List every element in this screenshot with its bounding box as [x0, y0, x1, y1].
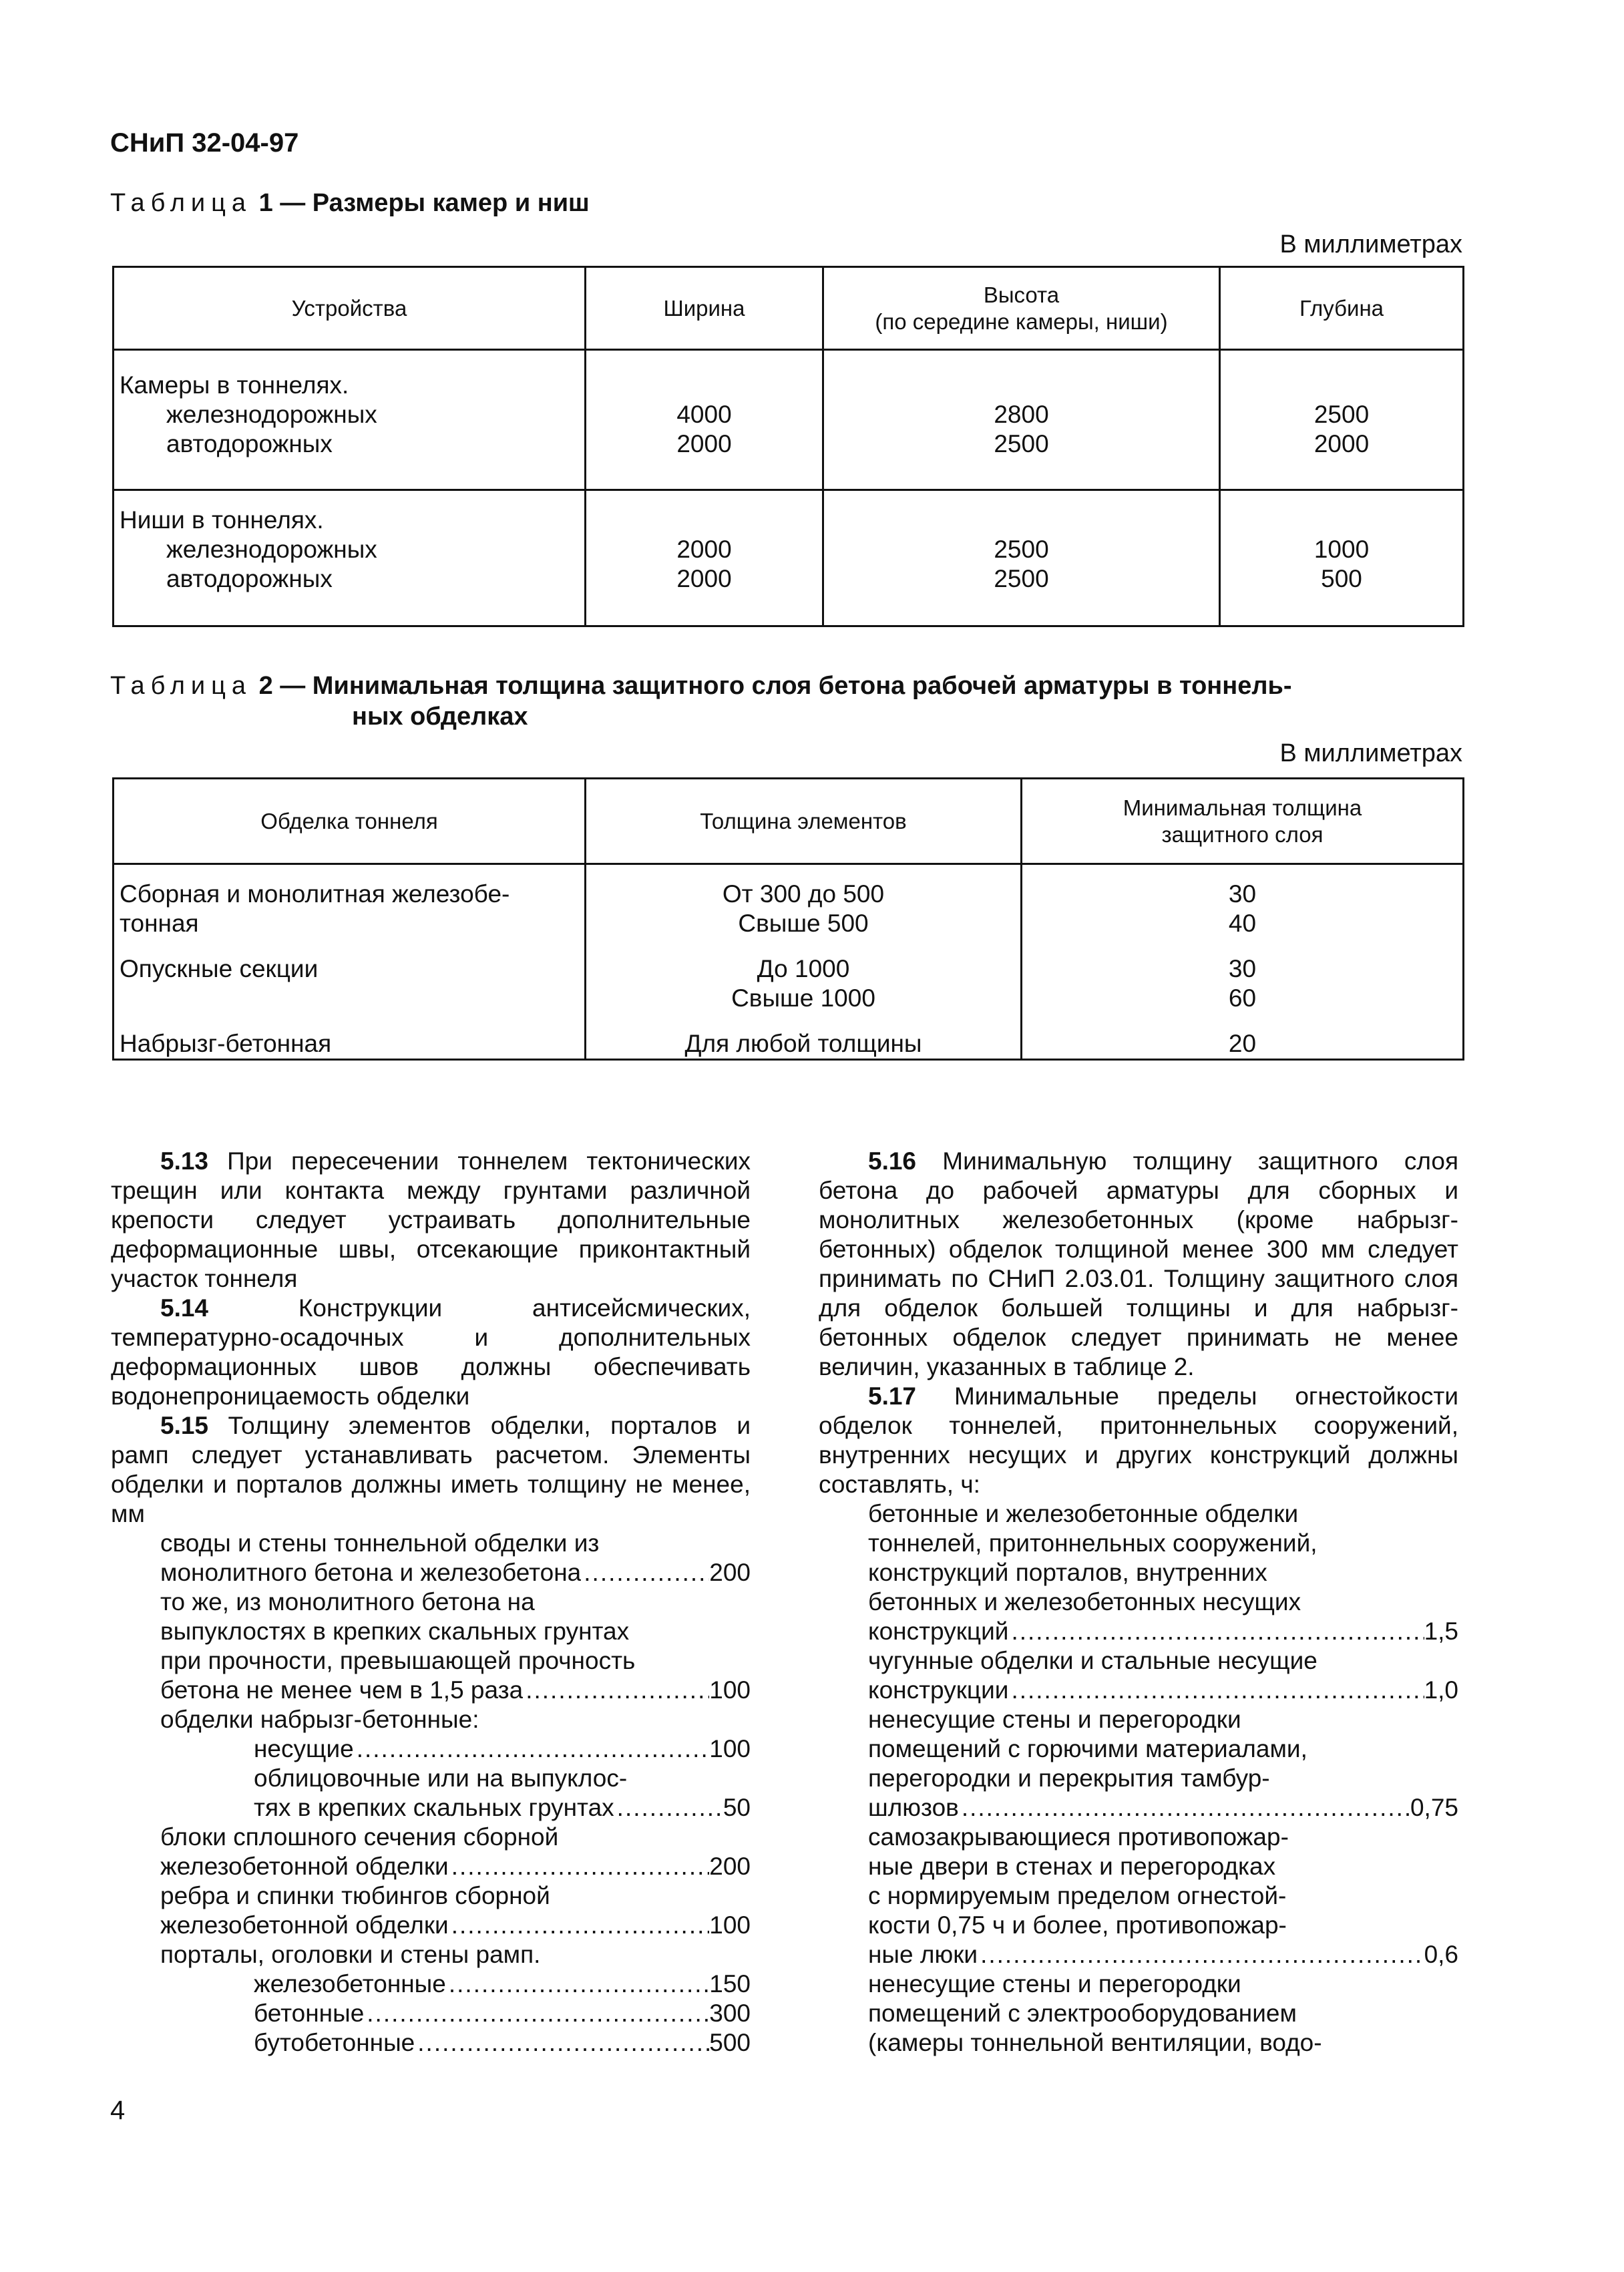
col-header-cover-line1: Минимальная толщина [1123, 795, 1362, 820]
list-item-label: конструкций [868, 1618, 1009, 1645]
list-item-line: бетонные и железобетонные обделки [868, 1500, 1299, 1527]
list-item-leader-line [868, 1676, 1458, 1705]
paragraph-5-16: 5.16 Минимальную толщину защитного слоя бетона до рабочей арматуры для сборных и монолитных железобетонных (кроме набрызг-бетонных) обделок толщиной менее 300 мм следует принимать по СНиП 2.03.01. Толщину защитного слоя для обделок большей толщины и для набрызг-бетонных обделок следует принимать не менее величин, указанных в таблице 2. [819, 1147, 1458, 1380]
list-item [868, 1823, 1458, 1969]
paragraph-5-15: 5.15 Толщину элементов обделки, порталов и рамп следует устанавливать расчетом. Элементы обделки и порталов должны иметь толщину не менее, мм [111, 1412, 751, 1527]
list-item-label: железобетонные [254, 1970, 446, 1998]
list-item-leader-line [160, 1676, 751, 1705]
list-item-value: 1,5 [1424, 1618, 1458, 1645]
list-item-label: бутобетонные [254, 2029, 415, 2056]
table2-label: Таблица [110, 672, 252, 700]
list-item-line: блоки сплошного сечения сборной [160, 1823, 559, 1851]
list-item-line: выпуклостях в крепких скальных грунтах [160, 1618, 630, 1645]
list-item-line: ненесущие стены и перегородки [868, 1970, 1241, 1998]
list-item-line: ребра и спинки тюбингов сборной [160, 1882, 550, 1909]
list-item-line: перегородки и перекрытия тамбур- [868, 1764, 1270, 1792]
cell-height: 2800 2500 [823, 350, 1220, 490]
cell-width: 2000 2000 [586, 490, 823, 626]
col-header-width: Ширина [586, 267, 823, 350]
list-item-label: конструкции [868, 1676, 1009, 1704]
list-item [160, 1999, 751, 2028]
list-item [160, 2028, 751, 2058]
dot-leader [449, 1911, 710, 1940]
cell-depth: 2500 2000 [1220, 350, 1464, 490]
list-item [160, 1969, 751, 1999]
list-item-value: 50 [723, 1794, 751, 1821]
paragraph-5-17: 5.17 Минимальные пределы огнестойкости обделок тоннелей, притоннельных сооружений, внутренних несущих и других конструкций должны составлять, ч: [819, 1382, 1458, 1498]
table2-title-line2: ных обделках [352, 703, 528, 731]
list-item-leader-line [160, 1558, 751, 1587]
list-item [160, 1940, 751, 1969]
list-item-leader-line [160, 1969, 751, 1999]
list-item-leader-line [160, 1793, 751, 1823]
table2-title-line1: 2 — Минимальная толщина защитного слоя бетона рабочей арматуры в тоннель- [258, 672, 1292, 700]
list-item-value: 0,6 [1424, 1941, 1458, 1968]
list-item-line: то же, из монолитного бетона на [160, 1588, 535, 1616]
list-item-line: тоннелей, притоннельных сооружений, [868, 1529, 1317, 1557]
table1 [112, 266, 1464, 627]
list-item-line: (камеры тоннельной вентиляции, водо- [868, 2029, 1322, 2056]
table-row [114, 350, 1464, 490]
list-item-line: ные двери в стенах и перегородках [868, 1853, 1276, 1880]
table1-units: В миллиметрах [1279, 230, 1462, 258]
cell-device: Камеры в тоннелях. железнодорожных автодорожных [114, 350, 586, 490]
list-item-line: своды и стены тоннельной обделки из [160, 1529, 600, 1557]
list-item-leader-line [160, 1852, 751, 1881]
list-item-value: 200 [709, 1559, 751, 1586]
dot-leader [415, 2028, 709, 2058]
list-item [160, 1705, 751, 1734]
cell-width: 4000 2000 [586, 350, 823, 490]
dot-leader [978, 1940, 1424, 1969]
page-number: 4 [110, 2096, 126, 2125]
paragraph-5-13: 5.13 При пересечении тоннелем тектонических трещин или контакта между грунтами различной крепости следует устраивать дополнительные деформационные швы, отсекающие приконтактный участок тоннеля [111, 1147, 751, 1292]
right-column [819, 1147, 1458, 2058]
list-item-leader-line [160, 1734, 751, 1764]
list-item-line: самозакрывающиеся противопожар- [868, 1823, 1289, 1851]
dot-leader [354, 1734, 710, 1764]
dot-leader [1008, 1617, 1424, 1646]
list-item-line: с нормируемым пределом огнестой- [868, 1882, 1287, 1909]
cell-thickness: От 300 до 500 Свыше 500 До 1000 Свыше 1000 Для любой толщины [586, 864, 1022, 1060]
col-header-cover [1022, 779, 1464, 864]
list-item-line: ненесущие стены и перегородки [868, 1706, 1241, 1733]
table1-title: 1 — Размеры камер и ниш [258, 189, 590, 217]
col-header-cover-line2: защитного слоя [1161, 821, 1324, 847]
cell-height: 2500 2500 [823, 490, 1220, 626]
list-item [160, 1587, 751, 1705]
cell-device: Ниши в тоннелях. железнодорожных автодорожных [114, 490, 586, 626]
list-item-leader-line [868, 1940, 1458, 1969]
list-item-line: при прочности, превышающей прочность [160, 1647, 636, 1674]
col-header-depth: Глубина [1220, 267, 1464, 350]
fire-resistance-list [819, 1499, 1458, 2058]
list-item-value: 150 [709, 1970, 751, 1998]
list-item [868, 1646, 1458, 1705]
list-item-value: 100 [709, 1676, 751, 1704]
list-item-line: бетонных и железобетонных несущих [868, 1588, 1301, 1616]
dot-leader [614, 1793, 723, 1823]
table-row [114, 864, 1464, 1060]
list-item-label: несущие [254, 1735, 354, 1762]
table1-caption [110, 189, 590, 218]
list-item-leader-line [160, 1999, 751, 2028]
list-item-leader-line [160, 1911, 751, 1940]
table2-header-row [114, 779, 1464, 864]
list-item-leader-line [868, 1793, 1458, 1823]
list-item-value: 300 [709, 2000, 751, 2027]
list-item-value: 100 [709, 1735, 751, 1762]
table1-label: Таблица [110, 189, 252, 217]
left-column [111, 1147, 751, 2058]
dot-leader [581, 1558, 709, 1587]
col-header-height [823, 267, 1220, 350]
thickness-list [111, 1529, 751, 2058]
list-item-value: 0,75 [1410, 1794, 1458, 1821]
list-item [868, 1499, 1458, 1646]
cell-depth: 1000 500 [1220, 490, 1464, 626]
dot-leader [1008, 1676, 1424, 1705]
list-item-line: кости 0,75 ч и более, противопожар- [868, 1911, 1287, 1939]
list-item-line: помещений с горючими материалами, [868, 1735, 1307, 1762]
list-item-line: помещений с электрооборудованием [868, 2000, 1297, 2027]
list-item-label: тях в крепких скальных грунтах [254, 1794, 614, 1821]
col-header-devices: Устройства [114, 267, 586, 350]
dot-leader [364, 1999, 709, 2028]
list-item [868, 1705, 1458, 1823]
list-item-label: бетона не менее чем в 1,5 раза [160, 1676, 524, 1704]
list-item-label: железобетонной обделки [160, 1911, 449, 1939]
col-header-thickness: Толщина элементов [586, 779, 1022, 864]
list-item-label: ные люки [868, 1941, 978, 1968]
list-item-label: монолитного бетона и железобетона [160, 1559, 582, 1586]
dot-leader [959, 1793, 1410, 1823]
list-item-leader-line [868, 1617, 1458, 1646]
table2 [112, 777, 1464, 1061]
col-header-height-line1: Высота [983, 282, 1060, 307]
list-item-line: облицовочные или на выпуклос- [254, 1764, 628, 1792]
list-item [160, 1823, 751, 1881]
cell-lining: Сборная и монолитная железобе- тонная Опускные секции Набрызг-бетонная [114, 864, 586, 1060]
paragraph-5-14: 5.14 Конструкции антисейсмических, температурно-осадочных и дополнительных деформационных швов должны обеспечивать водонепроницаемость обделки [111, 1294, 751, 1410]
table2-units: В миллиметрах [1279, 739, 1462, 767]
list-item-line: конструкций порталов, внутренних [868, 1559, 1267, 1586]
list-item-label: бетонные [254, 2000, 365, 2027]
dot-leader [523, 1676, 709, 1705]
list-item [160, 1881, 751, 1940]
dot-leader [446, 1969, 709, 1999]
cell-cover: 30 40 30 60 20 [1022, 864, 1464, 1060]
list-item-value: 1,0 [1424, 1676, 1458, 1704]
list-item [868, 1969, 1458, 2058]
list-item [160, 1529, 751, 1587]
list-item-line: порталы, оголовки и стены рамп. [160, 1941, 541, 1968]
list-item-value: 200 [709, 1853, 751, 1880]
list-item [160, 1764, 751, 1823]
list-item-line: обделки набрызг-бетонные: [160, 1706, 479, 1733]
list-item-line: чугунные обделки и стальные несущие [868, 1647, 1317, 1674]
document-code: СНиП 32-04-97 [110, 128, 299, 158]
list-item-label: шлюзов [868, 1794, 959, 1821]
list-item-value: 100 [709, 1911, 751, 1939]
dot-leader [449, 1852, 710, 1881]
list-item-value: 500 [709, 2029, 751, 2056]
list-item [160, 1734, 751, 1764]
col-header-lining: Обделка тоннеля [114, 779, 586, 864]
list-item-leader-line [160, 2028, 751, 2058]
table-row [114, 490, 1464, 626]
table2-caption [110, 671, 1292, 731]
col-header-height-line2: (по середине камеры, ниши) [875, 309, 1168, 334]
table1-header-row [114, 267, 1464, 350]
list-item-label: железобетонной обделки [160, 1853, 449, 1880]
